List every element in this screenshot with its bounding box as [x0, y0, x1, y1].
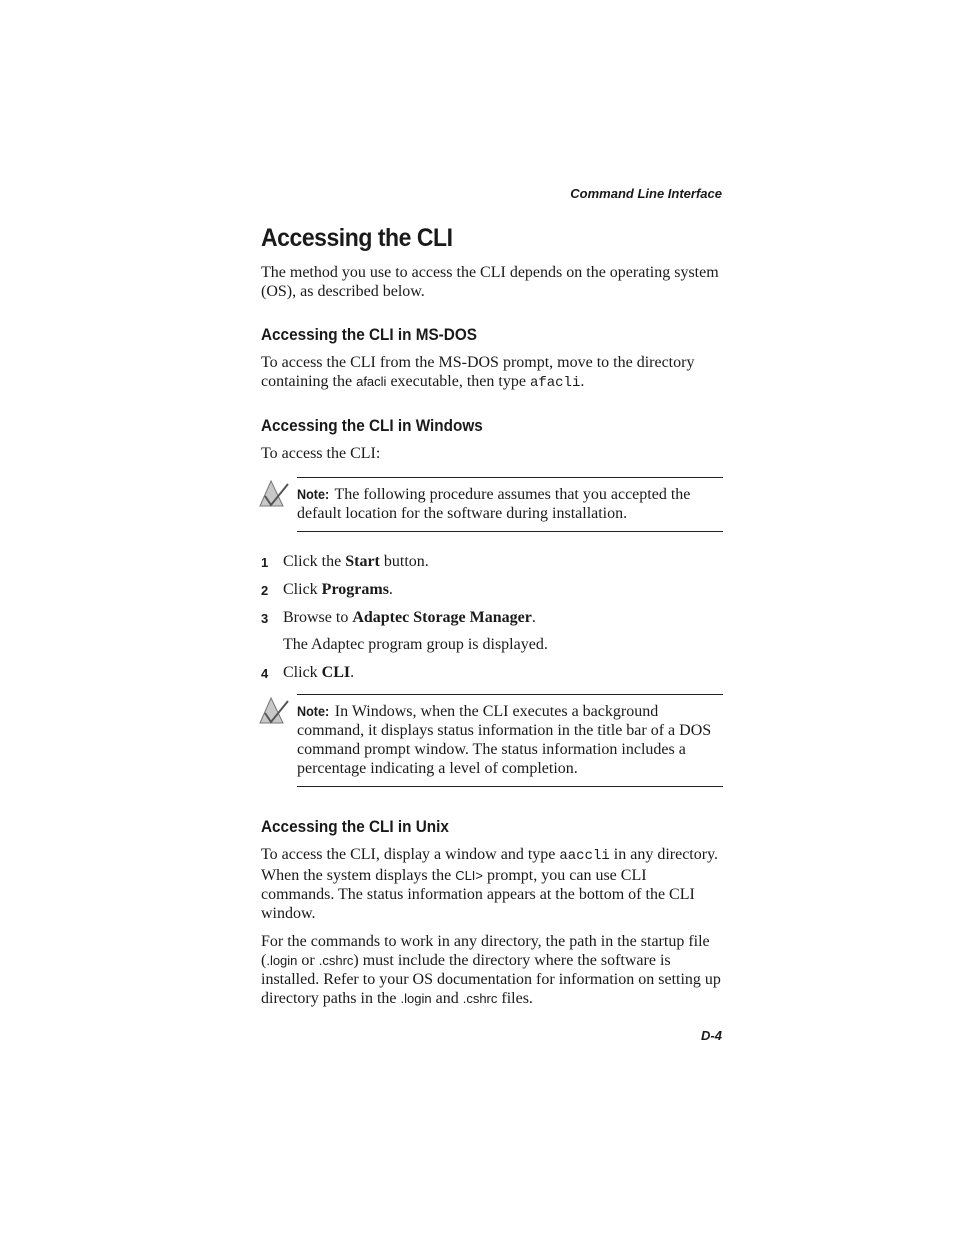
- unix-p1-c: prompt, you can use CLI commands. The status information appears at the bottom of the CLI window.: [261, 867, 695, 922]
- unix-p2-a: For the commands to work in any directory, the path in the startup file (: [261, 933, 710, 969]
- msdos-text-b: executable, then type: [386, 373, 530, 390]
- windows-heading: Accessing the CLI in Windows: [261, 416, 483, 435]
- note-1-label: Note:: [297, 486, 330, 502]
- step-1-bold: Start: [345, 553, 380, 570]
- page-title: Accessing the CLI: [261, 224, 453, 252]
- windows-intro: To access the CLI:: [261, 445, 381, 462]
- step-4-pre: Click: [283, 664, 322, 681]
- note-box-2: [297, 694, 723, 787]
- note-2-text: In Windows, when the CLI executes a background command, it displays status information in the title bar of a DOS command prompt window. The status information includes a percentage indicating a level of completion.: [297, 703, 712, 777]
- step-4-number: 4: [261, 666, 269, 681]
- cshrc-file: .cshrc: [318, 953, 354, 968]
- step-2-post: .: [388, 581, 393, 598]
- msdos-text-c: .: [580, 373, 585, 390]
- page-number: D-4: [701, 1028, 722, 1043]
- msdos-paragraph: [261, 353, 723, 393]
- msdos-exe-name: afacli: [356, 374, 387, 389]
- unix-heading: Accessing the CLI in Unix: [261, 817, 449, 836]
- step-4: [261, 663, 723, 682]
- step-2: [261, 580, 723, 599]
- msdos-heading: Accessing the CLI in MS-DOS: [261, 325, 477, 344]
- login-file: .login: [266, 953, 298, 968]
- unix-paragraph-2: [261, 932, 723, 1008]
- unix-p1-a: To access the CLI, display a window and type: [261, 846, 560, 863]
- unix-p2-c: files.: [497, 990, 533, 1007]
- step-3: [261, 608, 723, 627]
- note-1-text: The following procedure assumes that you accepted the default location for the software during installation.: [297, 486, 691, 522]
- note-box-1: [297, 477, 723, 532]
- unix-p2-or: or: [297, 952, 319, 969]
- note-pencil-icon: [259, 695, 289, 725]
- unix-p2-b: ) must include the directory where the software is installed. Refer to your OS documentation for information on setting up directory paths in the: [261, 952, 721, 1007]
- unix-p1-b: in any directory. When the system displays the: [261, 846, 719, 884]
- note-pencil-icon: [259, 478, 289, 508]
- step-3-result: The Adaptec program group is displayed.: [283, 636, 548, 653]
- msdos-command: afacli: [529, 375, 581, 391]
- intro-paragraph: The method you use to access the CLI depends on the operating system (OS), as described below.: [261, 264, 719, 300]
- step-2-number: 2: [261, 583, 269, 598]
- msdos-text-a: To access the CLI from the MS-DOS prompt, move to the directory containing the: [261, 354, 695, 390]
- step-2-bold: Programs: [321, 581, 389, 598]
- step-3-number: 3: [261, 611, 269, 626]
- step-4-post: .: [350, 664, 355, 681]
- unix-prompt: CLI>: [455, 868, 484, 883]
- step-1-number: 1: [261, 555, 269, 570]
- unix-paragraph-1: [261, 845, 723, 923]
- step-1-pre: Click the: [283, 553, 346, 570]
- cshrc-file-2: .cshrc: [462, 991, 498, 1006]
- step-3-bold: Adaptec Storage Manager: [352, 609, 532, 626]
- document-body: [261, 224, 723, 1008]
- step-3-post: .: [531, 609, 536, 626]
- unix-p2-and: and: [431, 990, 463, 1007]
- step-1-post: button.: [379, 553, 429, 570]
- step-1: [261, 552, 723, 571]
- running-header: Command Line Interface: [570, 186, 722, 201]
- step-3-pre: Browse to: [283, 609, 353, 626]
- unix-command: aaccli: [559, 848, 610, 864]
- note-2-label: Note:: [297, 703, 330, 719]
- step-4-bold: CLI: [321, 664, 351, 681]
- login-file-2: .login: [400, 991, 432, 1006]
- step-2-pre: Click: [283, 581, 322, 598]
